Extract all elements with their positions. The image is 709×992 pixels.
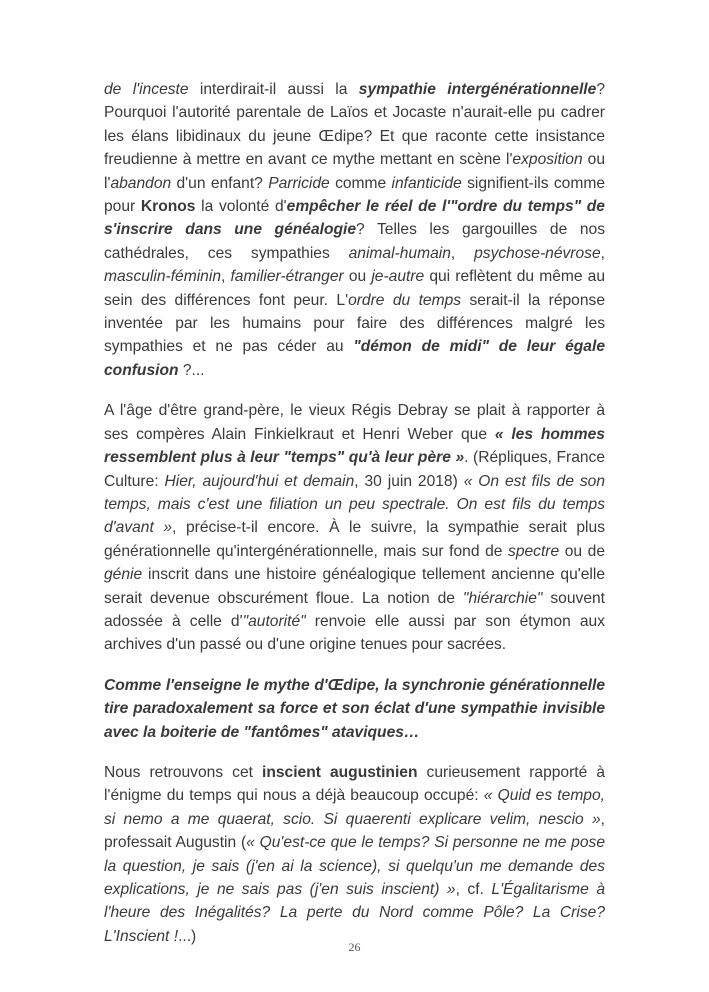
text-run: la volonté d' (195, 198, 287, 216)
text-run: serait-il la réponse inventée par les humains pour faire des différences malgré les sympathies et ne pas céder au (104, 291, 605, 356)
text-run: exposition (512, 151, 583, 169)
text-run: génie (104, 566, 143, 584)
text-run: qui reflètent du même au sein des différences font peur. L' (104, 268, 605, 309)
paragraph-3 (104, 674, 605, 744)
text-run: , (221, 268, 231, 286)
text-run: , (450, 244, 475, 262)
text-run: ?... (178, 361, 205, 379)
text-run: ? Pourquoi l'autorité parentale de Laïos et Jocaste n'aurait-elle pu cadrer les élans libidinaux du jeune Œdipe? Et que raconte cette insistance freudienne à mettre en avant ce mythe mettant en scène l' (104, 81, 605, 169)
text-run: infanticide (391, 174, 462, 192)
text-run: , cf. (455, 881, 492, 898)
text-run: familier-étranger (230, 268, 344, 286)
text-run: "hiérarchie" (462, 589, 543, 607)
text-run: Hier, aujourd'hui et demain (164, 472, 355, 490)
text-run: « On est fils de son temps, mais c'est une filiation un peu spectrale. On est fils du temps d'avant » (104, 472, 606, 537)
text-run: , précise-t-il encore. À le suivre, la sympathie serait plus générationnelle qu'intergénérationnelle, mais sur fond de (104, 519, 605, 560)
text-run: A l'âge d'être grand-père, le vieux Régis Debray se plait à rapporter à ses compères Alain Finkielkraut et Henri Weber que (104, 402, 605, 443)
text-run: abandon (110, 174, 172, 192)
text-run: de l'inceste (104, 81, 189, 98)
text-run: comme (329, 174, 392, 192)
text-run: « Qu'est-ce que le temps? Si personne ne me pose la question, je sais (j'en ai la science), si quelqu'un me demande des explications, je ne sais pas (j'en suis inscient) » (104, 834, 605, 898)
text-run: ou de (559, 542, 605, 560)
text-run: d'un enfant? (171, 174, 269, 192)
text-run: ordre du temps (348, 291, 462, 309)
paragraph-1 (104, 78, 605, 382)
text-run: . (Répliques, France Culture: (104, 449, 606, 490)
text-run: psychose-névrose (474, 244, 601, 262)
text-run: curieusement rapporté à l'énigme du temps qui nous a déjà beaucoup occupé: (104, 763, 605, 805)
page-number: 26 (348, 940, 361, 954)
text-run: empêcher le réel de l'"ordre du temps" de s'inscrire dans une généalogie (104, 198, 605, 239)
text-run: "démon de midi" de leur égale confusion (104, 338, 605, 379)
text-run: signifient-ils comme pour (104, 174, 605, 216)
text-run: spectre (508, 542, 560, 560)
text-run: ...) (178, 927, 197, 945)
text-run: inscrit dans une histoire généalogique tellement ancienne qu'elle serait devenue obscurément floue. La notion de (104, 566, 605, 607)
text-run: , (600, 244, 605, 262)
text-run: sympathie intergénérationnelle (358, 81, 597, 98)
text-run: inscient augustinien (262, 763, 418, 781)
paragraph-2 (104, 399, 605, 656)
text-run: « Quid es tempo, si nemo a me quaerat, scio. Si quaerenti explicare velim, nescio » (104, 787, 605, 828)
paragraph-4 (104, 761, 605, 948)
text-run: interdirait-il aussi la (188, 81, 359, 98)
text-run: renvoie elle aussi par son étymon aux archives d'un passé ou d'une origine tenues pour sacrées. (104, 612, 605, 654)
text-run: souvent adossée à celle d' (104, 589, 605, 630)
text-run: masculin-féminin (104, 268, 221, 286)
text-run: Nous retrouvons cet (104, 763, 263, 781)
text-run: ou l' (104, 151, 605, 192)
text-run: « les hommes ressemblent plus à leur "temps" qu'à leur père » (104, 425, 605, 467)
text-run: , professait Augustin ( (104, 810, 605, 852)
text-run: animal-humain (348, 244, 451, 262)
text-run: je-autre (371, 268, 425, 286)
page-body (104, 78, 605, 965)
text-run: , 30 juin 2018) (354, 472, 464, 490)
text-run: "autorité" (242, 612, 306, 630)
text-run: L'Égalitarisme à l'heure des Inégalités? La perte du Nord comme Pôle? La Crise? L'Inscient ! (104, 881, 606, 945)
text-run: Comme l'enseigne le mythe d'Œdipe, la synchronie générationnelle tire paradoxalement sa force et son éclat d'une sympathie invisible avec la boiterie de "fantômes" ataviques… (104, 676, 605, 741)
text-run: Kronos (140, 198, 196, 216)
text-run: Parricide (268, 174, 330, 192)
text-run: ou (343, 268, 372, 286)
text-run: ? Telles les gargouilles de nos cathédrales, ces sympathies (104, 221, 605, 262)
